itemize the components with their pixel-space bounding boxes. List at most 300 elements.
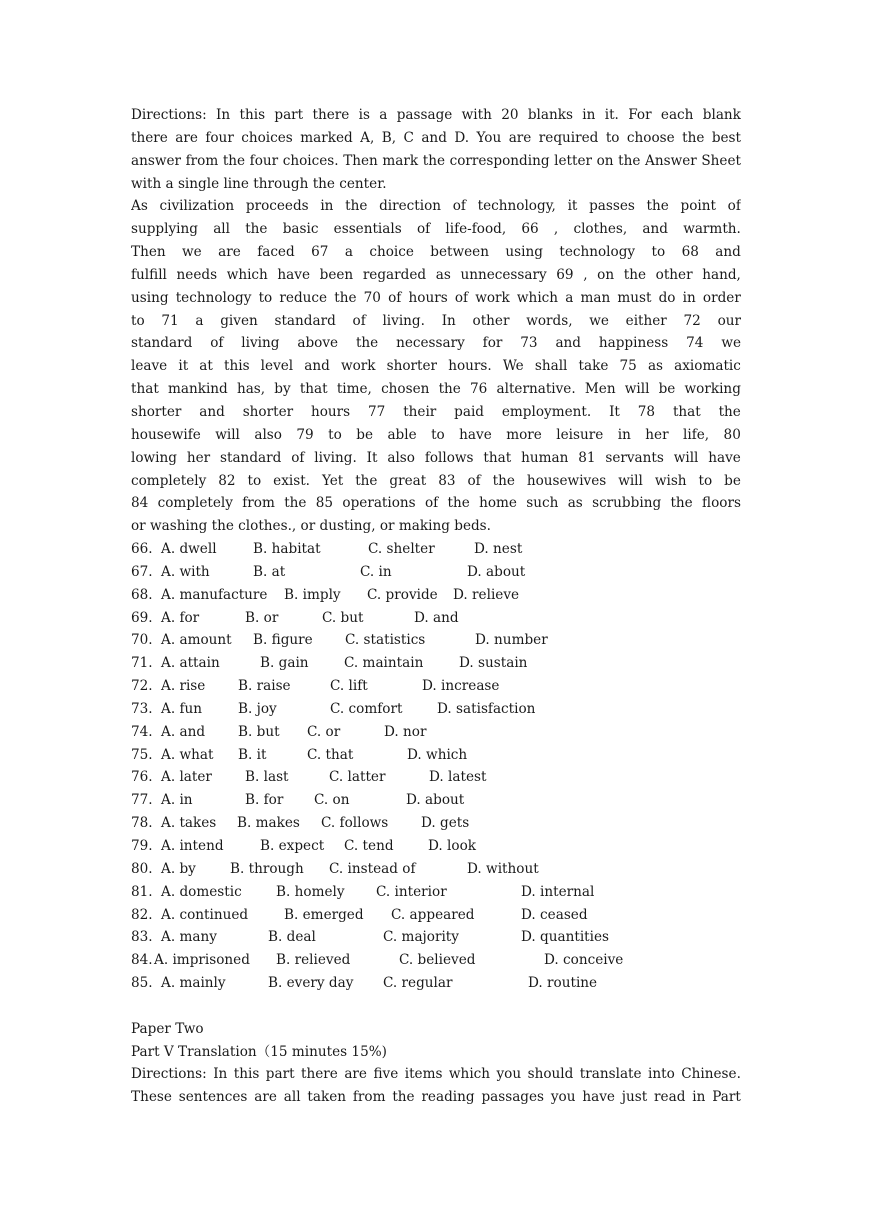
word: should — [527, 1066, 574, 1083]
word: have — [582, 1089, 615, 1106]
word: corresponding — [449, 152, 550, 169]
word: completely — [131, 472, 207, 489]
word: Chinese. — [681, 1066, 741, 1083]
word: the — [438, 381, 461, 398]
word: shorter — [386, 358, 438, 375]
word: do — [658, 289, 676, 306]
word: take — [578, 358, 609, 375]
passage-line — [131, 287, 741, 310]
word: 73 — [520, 335, 538, 352]
word: essentials — [333, 221, 402, 238]
word: will — [215, 426, 240, 443]
word: must — [617, 289, 652, 306]
paper-two-heading: Paper Two — [131, 1020, 204, 1037]
question-82 — [131, 904, 741, 927]
word: and — [199, 403, 225, 420]
question-number: 78. — [131, 815, 153, 832]
word: that — [131, 381, 159, 398]
word: words, — [526, 312, 573, 329]
word: Then — [343, 152, 378, 169]
word: it — [567, 198, 578, 215]
option-a: A. in — [161, 792, 193, 809]
word: on — [597, 266, 615, 283]
word: technology, — [477, 198, 556, 215]
question-number: 81. — [131, 883, 153, 900]
section-spacer — [131, 995, 741, 1018]
word: of — [352, 312, 366, 329]
word: It — [366, 449, 378, 466]
word: and — [421, 129, 447, 146]
word: at — [199, 358, 213, 375]
word: read — [654, 1089, 686, 1106]
word: other — [472, 312, 510, 329]
word: with a single line through the center. — [131, 175, 387, 192]
word: housewives — [526, 472, 607, 489]
option-d: D. increase — [422, 678, 500, 695]
option-c: C. statistics — [345, 632, 426, 649]
option-a: A. amount — [161, 632, 232, 649]
word: to — [258, 289, 273, 306]
question-number: 83. — [131, 929, 153, 946]
passage-line — [131, 332, 741, 355]
word: have — [708, 449, 741, 466]
option-c: C. appeared — [391, 906, 475, 923]
word: a — [344, 244, 353, 261]
word: given — [220, 312, 258, 329]
passage-line — [131, 264, 741, 287]
word: the — [618, 152, 641, 169]
word: either — [625, 312, 667, 329]
option-d: D. quantities — [521, 929, 610, 946]
word: there — [301, 1066, 338, 1083]
word: you — [550, 1089, 576, 1106]
word: four — [205, 129, 234, 146]
part-v-heading: Part V Translation（15 minutes 15%) — [131, 1043, 387, 1060]
word: choose — [626, 129, 675, 146]
option-b: B. habitat — [253, 541, 321, 558]
word: part — [265, 1066, 295, 1083]
word: to — [328, 426, 342, 443]
word: are — [508, 129, 532, 146]
word: required — [538, 129, 599, 146]
word: all — [213, 221, 230, 238]
question-number: 82. — [131, 906, 153, 923]
word: Directions: — [131, 1066, 207, 1083]
word: chosen — [381, 381, 430, 398]
word: her — [186, 449, 211, 466]
option-b: B. for — [245, 792, 284, 809]
word: standard — [274, 312, 336, 329]
word: living. — [382, 312, 425, 329]
word: the — [334, 289, 357, 306]
option-a: A. takes — [161, 815, 217, 832]
word: We — [502, 358, 524, 375]
word: are — [344, 1066, 367, 1083]
directions-line — [131, 150, 741, 173]
word: from — [352, 1089, 386, 1106]
word: hours — [310, 403, 351, 420]
word: also — [254, 426, 282, 443]
option-b: B. every day — [268, 975, 354, 992]
word: her — [645, 426, 669, 443]
word: in — [320, 198, 334, 215]
word: as — [567, 495, 583, 512]
question-list — [131, 538, 741, 995]
option-b: B. deal — [268, 929, 316, 946]
word: 74 — [686, 335, 704, 352]
word: shorter — [131, 403, 182, 420]
word: servants — [605, 449, 664, 466]
word: of — [291, 449, 305, 466]
translation-directions — [131, 1063, 741, 1109]
translation-directions-line — [131, 1063, 741, 1086]
question-78 — [131, 812, 741, 835]
directions-line — [131, 173, 741, 196]
word: a — [565, 289, 574, 306]
word: standard — [220, 449, 282, 466]
option-a: A. manufacture — [161, 586, 268, 603]
word: of — [210, 335, 224, 352]
word: it. — [604, 107, 619, 123]
word: passage — [396, 107, 453, 123]
word: needs — [176, 266, 218, 283]
word: between — [430, 244, 489, 261]
word: and — [304, 358, 330, 375]
word: the — [392, 1089, 415, 1106]
word: hours — [408, 289, 448, 306]
word: 77 — [368, 403, 386, 420]
word: level — [260, 358, 294, 375]
word: that — [299, 381, 328, 398]
word: clothes, — [573, 221, 628, 238]
word: 68 — [681, 244, 699, 261]
question-number: 85. — [131, 975, 153, 992]
word: a — [195, 312, 204, 329]
word: the — [345, 198, 368, 215]
question-number: 72. — [131, 678, 153, 695]
passage-line — [131, 310, 741, 333]
word: on — [596, 152, 614, 169]
word: as — [435, 266, 451, 283]
question-number: 75. — [131, 746, 153, 763]
word: proceeds — [245, 198, 309, 215]
word: of — [452, 198, 466, 215]
option-d: D. nest — [474, 541, 523, 558]
word: leave — [131, 358, 168, 375]
word: we — [589, 312, 609, 329]
option-a: A. what — [161, 746, 214, 763]
word: A, — [360, 129, 375, 146]
word: be — [356, 426, 373, 443]
word: great — [389, 472, 427, 489]
option-d: D. conceive — [544, 952, 624, 969]
word: life, — [683, 426, 710, 443]
word: 81 — [578, 449, 596, 466]
word: 20 — [501, 107, 519, 123]
word: time, — [336, 381, 372, 398]
question-67 — [131, 561, 741, 584]
word: it — [178, 358, 189, 375]
option-d: D. ceased — [521, 906, 588, 923]
word: will — [673, 449, 699, 466]
word: paid — [454, 403, 485, 420]
word: with — [461, 107, 492, 123]
question-number: 71. — [131, 655, 153, 672]
question-70 — [131, 629, 741, 652]
question-81 — [131, 881, 741, 904]
word: of — [454, 289, 469, 306]
word: choice — [369, 244, 414, 261]
word: employment. — [501, 403, 592, 420]
word: For — [628, 107, 652, 123]
word: axiomatic — [674, 358, 741, 375]
word: that — [672, 403, 701, 420]
word: 78 — [637, 403, 656, 420]
question-80 — [131, 858, 741, 881]
word: Yet — [321, 472, 344, 489]
word: hours. — [448, 358, 492, 375]
word: more — [506, 426, 542, 443]
passage-line — [131, 218, 741, 241]
passage-line — [131, 470, 741, 493]
option-d: D. internal — [521, 883, 595, 900]
word: mark — [382, 152, 419, 169]
passage-line — [131, 424, 741, 447]
option-d: D. routine — [528, 975, 598, 992]
word: reduce — [279, 289, 328, 306]
word: the — [623, 266, 647, 283]
word: 71 — [161, 312, 179, 329]
word: to — [698, 472, 713, 489]
word: of — [727, 198, 741, 215]
question-69 — [131, 607, 741, 630]
word: is — [358, 107, 370, 123]
word: of — [388, 289, 402, 306]
question-number: 68. — [131, 586, 153, 603]
word: part — [274, 107, 304, 123]
word: we — [721, 335, 741, 352]
word: warmth. — [683, 221, 741, 238]
word: alternative. — [496, 381, 576, 398]
option-b: B. it — [238, 746, 267, 763]
option-c: C. follows — [321, 815, 389, 832]
word: answer — [131, 152, 182, 169]
word: we — [182, 244, 202, 261]
word: B, — [381, 129, 397, 146]
question-73 — [131, 698, 741, 721]
word: living — [241, 335, 280, 352]
word: C — [403, 129, 414, 146]
word: Men — [584, 381, 616, 398]
word: the — [492, 472, 515, 489]
question-85 — [131, 972, 741, 995]
option-c: C. or — [307, 723, 341, 740]
word: wish — [654, 472, 687, 489]
word: best — [711, 129, 741, 146]
translation-directions-line — [131, 1086, 741, 1109]
word: Sheet — [701, 152, 741, 169]
option-a: A. fun — [161, 700, 203, 717]
word: you — [496, 1066, 522, 1083]
question-number: 79. — [131, 838, 153, 854]
word: items — [404, 1066, 443, 1083]
option-a: A. with — [161, 563, 210, 580]
word: the — [222, 152, 246, 169]
word: 67 — [311, 244, 329, 261]
question-number: 73. — [131, 700, 153, 717]
word: the — [355, 472, 378, 489]
word: technology — [559, 244, 636, 261]
word: lowing — [131, 449, 177, 466]
word: home — [479, 495, 517, 512]
option-c: C. provide — [367, 586, 438, 603]
option-a: A. imprisoned — [154, 952, 250, 969]
word: such — [526, 495, 559, 512]
word: Directions: — [131, 107, 207, 123]
question-77 — [131, 789, 741, 812]
word: into — [648, 1066, 675, 1083]
word: of — [424, 495, 439, 512]
word: It — [609, 403, 620, 420]
exam-page — [131, 104, 741, 1109]
word: 80 — [723, 426, 741, 443]
word: to — [131, 312, 145, 329]
word: Then — [131, 244, 166, 261]
question-number: 67. — [131, 563, 153, 580]
word: the — [422, 152, 445, 169]
word: These — [131, 1089, 172, 1106]
word: working — [684, 381, 741, 398]
option-b: B. homely — [276, 883, 345, 900]
option-c: C. on — [314, 792, 350, 809]
option-a: A. dwell — [161, 541, 217, 558]
word: direction — [379, 198, 442, 215]
option-a: A. and — [161, 723, 206, 740]
option-c: C. but — [322, 609, 364, 626]
word: choices — [241, 129, 293, 146]
cloze-passage — [131, 195, 741, 538]
word: 76 — [470, 381, 488, 398]
word: and — [642, 221, 668, 238]
word: the — [646, 198, 669, 215]
word: in — [582, 107, 596, 123]
option-d: D. about — [406, 792, 465, 809]
question-83 — [131, 926, 741, 949]
word: just — [621, 1089, 648, 1106]
word: 84 — [131, 495, 149, 512]
word: from — [185, 152, 219, 169]
word: this — [239, 107, 266, 123]
word: the — [284, 495, 307, 512]
word: 75 — [619, 358, 637, 375]
word: their — [403, 403, 437, 420]
word: completely — [157, 495, 233, 512]
word: shorter — [242, 403, 294, 420]
word: , — [583, 266, 588, 283]
word: 69 — [556, 266, 574, 283]
word: standard — [131, 335, 193, 352]
option-b: B. joy — [238, 700, 277, 717]
word: each — [660, 107, 694, 123]
word: the — [670, 495, 693, 512]
question-number: 80. — [131, 860, 153, 877]
word: this — [224, 358, 250, 375]
word: the — [682, 129, 705, 146]
word: and — [555, 335, 581, 352]
word: the — [718, 403, 741, 420]
option-d: D. look — [428, 838, 477, 854]
passage-line — [131, 241, 741, 264]
word: In — [441, 312, 456, 329]
word: this — [233, 1066, 260, 1083]
word: using — [131, 289, 169, 306]
option-d: D. about — [467, 563, 526, 580]
word: reading — [421, 1089, 475, 1106]
question-number: 69. — [131, 609, 153, 626]
word: housewife — [131, 426, 201, 443]
passage-line — [131, 447, 741, 470]
word: 85 — [315, 495, 334, 512]
word: man — [580, 289, 611, 306]
option-d: D. number — [475, 632, 548, 649]
question-75 — [131, 744, 741, 767]
word: in — [692, 1089, 706, 1106]
word: for — [482, 335, 503, 352]
option-b: B. relieved — [276, 952, 351, 969]
word: human — [521, 449, 569, 466]
word: be — [724, 472, 741, 489]
word: of — [467, 472, 481, 489]
option-c: C. tend — [344, 838, 394, 854]
word: or washing the clothes., or dusting, or making beds. — [131, 518, 491, 535]
word: Part — [712, 1089, 741, 1106]
word: point — [680, 198, 716, 215]
word: four — [249, 152, 279, 169]
option-b: B. makes — [237, 815, 300, 832]
directions-line — [131, 127, 741, 150]
word: all — [283, 1089, 301, 1106]
word: are — [254, 1089, 277, 1106]
word: are — [218, 244, 241, 261]
passage-line — [131, 401, 741, 424]
word: 79 — [296, 426, 314, 443]
word: supplying — [131, 221, 198, 238]
word: regarded — [362, 266, 427, 283]
option-b: B. last — [245, 769, 289, 786]
word: life-food, — [445, 221, 507, 238]
word: other — [655, 266, 693, 283]
word: translate — [579, 1066, 642, 1083]
word: civilization — [159, 198, 235, 215]
word: 82 — [218, 472, 236, 489]
word: the — [245, 221, 268, 238]
option-b: B. at — [253, 563, 286, 580]
option-c: C. believed — [399, 952, 476, 969]
passage-line — [131, 492, 741, 515]
question-79 — [131, 835, 741, 858]
option-d: D. and — [414, 609, 459, 626]
question-68 — [131, 584, 741, 607]
option-c: C. regular — [383, 975, 453, 992]
question-74 — [131, 721, 741, 744]
word: blank — [702, 107, 741, 123]
word: sentences — [178, 1089, 248, 1106]
passage-line — [131, 515, 741, 538]
word: are — [175, 129, 198, 146]
option-a: A. intend — [161, 838, 224, 854]
word: that — [483, 449, 512, 466]
option-a: A. by — [161, 860, 196, 877]
